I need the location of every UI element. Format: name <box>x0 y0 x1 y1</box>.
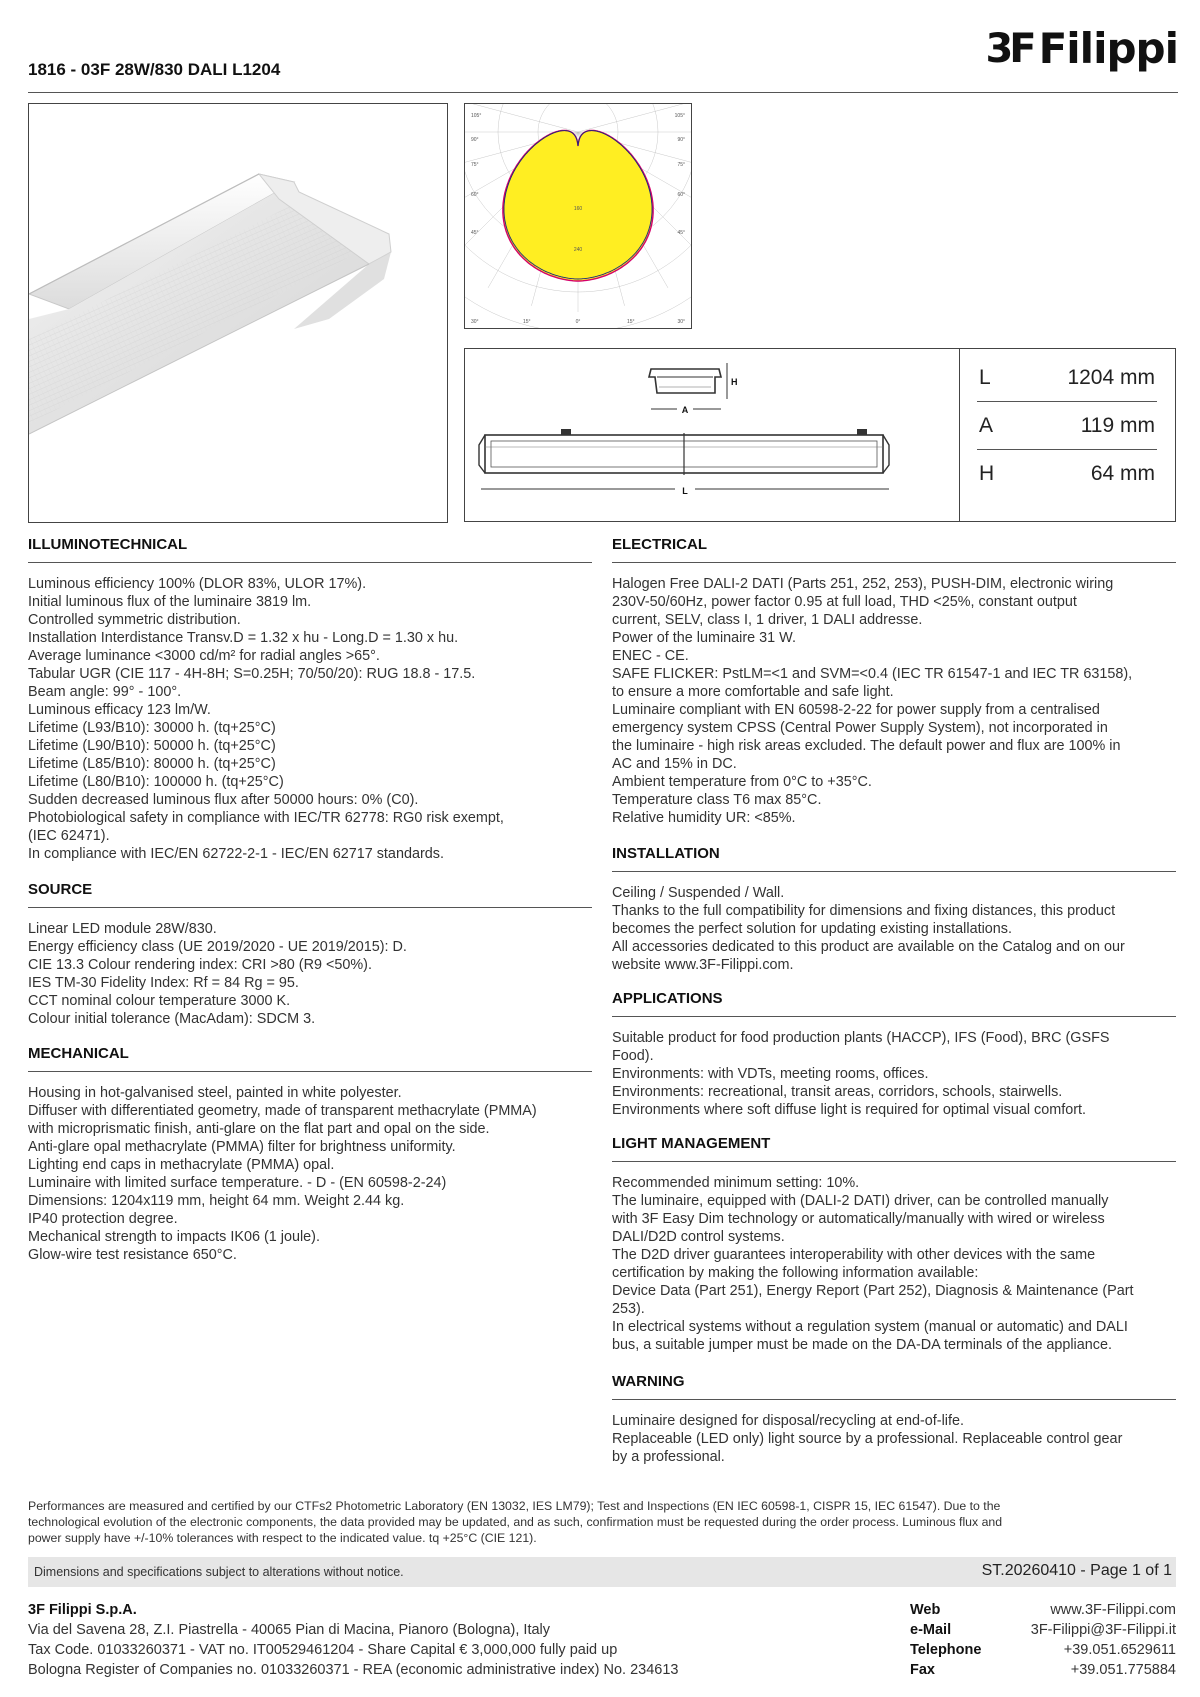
section-body <box>612 1174 1176 1354</box>
spec-line: Colour initial tolerance (MacAdam): SDCM 3. <box>28 1011 316 1027</box>
contact-fax <box>910 1660 1176 1680</box>
spec-line: SAFE FLICKER: PstLM=<1 and SVM=<0.4 (IEC TR 61547-1 and IEC TR 63158), <box>612 666 1133 682</box>
telephone-number: +39.051.6529611 <box>1063 1642 1176 1658</box>
section-illuminotechnical <box>28 536 592 863</box>
spec-line: to ensure a more comfortable and safe light. <box>612 684 894 700</box>
spec-line: IP40 protection degree. <box>28 1211 178 1227</box>
spec-line: Glow-wire test resistance 650°C. <box>28 1247 237 1263</box>
dimension-value: 119 mm <box>1080 413 1155 437</box>
contact-info <box>910 1600 1176 1680</box>
spec-line: The D2D driver guarantees interoperability with other devices with the same <box>612 1247 1096 1263</box>
section-mechanical <box>28 1045 592 1264</box>
spec-line: All accessories dedicated to this product are available on the Catalog and on our <box>612 939 1125 955</box>
spec-line: Luminaire designed for disposal/recycling at end-of-life. <box>612 1413 964 1429</box>
spec-line: Anti-glare opal methacrylate (PMMA) filter for brightness uniformity. <box>28 1139 456 1155</box>
spec-line: Linear LED module 28W/830. <box>28 921 217 937</box>
section-title: MECHANICAL <box>28 1045 592 1072</box>
contact-label: Fax <box>910 1662 935 1678</box>
document-reference: ST.20260410 - Page 1 of 1 <box>981 1562 1172 1579</box>
spec-line: Recommended minimum setting: 10%. <box>612 1175 860 1191</box>
performance-footnote <box>28 1498 1176 1546</box>
spec-line: CCT nominal colour temperature 3000 K. <box>28 993 291 1009</box>
spec-line: Luminaire compliant with EN 60598-2-22 for power supply from a centralised <box>612 702 1100 718</box>
dimension-drawing <box>465 349 959 521</box>
section-light-management <box>612 1135 1176 1354</box>
spec-line: The luminaire, equipped with (DALI-2 DATI) driver, can be controlled manually <box>612 1193 1109 1209</box>
angle-label-left: 60° <box>471 192 479 198</box>
spec-line: Environments: with VDTs, meeting rooms, offices. <box>612 1066 929 1082</box>
dimensions-separator <box>959 349 960 521</box>
angle-label-bottom: 30° <box>677 319 685 325</box>
dim-label-a: A <box>681 405 689 415</box>
company-name: 3F Filippi S.p.A. <box>28 1602 137 1618</box>
dimension-key: A <box>979 413 994 437</box>
spec-line: CIE 13.3 Colour rendering index: CRI >80 (R9 <50%). <box>28 957 372 973</box>
angle-label-bottom: 15° <box>627 319 635 325</box>
section-title: ILLUMINOTECHNICAL <box>28 536 592 563</box>
section-body <box>612 884 1176 974</box>
angle-label-left: 90° <box>471 137 479 143</box>
spec-line: In compliance with IEC/EN 62722-2-1 - IEC/EN 62717 standards. <box>28 846 444 862</box>
section-title: INSTALLATION <box>612 845 1176 872</box>
angle-label-left: 75° <box>471 162 479 168</box>
angle-label-right: 90° <box>677 137 685 143</box>
section-source <box>28 881 592 1028</box>
section-electrical <box>612 536 1176 827</box>
spec-line: current, SELV, class I, 1 driver, 1 DALI addresse. <box>612 612 923 628</box>
logo-mark: 3F <box>985 25 1033 72</box>
polar-chart <box>465 104 691 328</box>
header-divider <box>28 92 1178 93</box>
section-applications <box>612 990 1176 1119</box>
spec-line: Device Data (Part 251), Energy Report (Part 252), Diagnosis & Maintenance (Part <box>612 1283 1134 1299</box>
angle-label-bottom: 15° <box>523 319 531 325</box>
spec-line: Lifetime (L93/B10): 30000 h. (tq+25°C) <box>28 720 276 736</box>
section-title: ELECTRICAL <box>612 536 1176 563</box>
dim-label-l: L <box>682 486 688 496</box>
spec-line: Lifetime (L85/B10): 80000 h. (tq+25°C) <box>28 756 276 772</box>
product-title: 1816 - 03F 28W/830 DALI L1204 <box>28 60 281 79</box>
angle-label-right: 75° <box>677 162 685 168</box>
brand-logo <box>985 24 1178 73</box>
dimension-key: H <box>979 462 995 485</box>
spec-line: In electrical systems without a regulation system (manual or automatic) and DALI <box>612 1319 1128 1335</box>
dimension-row-width <box>977 402 1157 450</box>
spec-line: 253). <box>612 1301 645 1317</box>
dimension-value: 1204 mm <box>1067 365 1155 389</box>
section-body <box>612 1029 1176 1119</box>
company-info <box>28 1600 728 1680</box>
spec-line: Suitable product for food production plants (HACCP), IFS (Food), BRC (GSFS <box>612 1030 1110 1046</box>
spec-line: website www.3F-Filippi.com. <box>612 957 794 973</box>
section-body <box>612 575 1176 827</box>
section-title: WARNING <box>612 1373 1176 1400</box>
company-address: Via del Savena 28, Z.I. Piastrella - 40065 Pian di Macina, Pianoro (Bologna), Italy <box>28 1622 551 1638</box>
spec-line: Energy efficiency class (UE 2019/2020 - UE 2019/2015): D. <box>28 939 407 955</box>
contact-label: Web <box>910 1602 941 1618</box>
spec-line: Sudden decreased luminous flux after 50000 hours: 0% (C0). <box>28 792 419 808</box>
contact-telephone <box>910 1640 1176 1660</box>
footnote-line: technological evolution of the electronic components, the data provided may be updated, and as such, confirmation must be requested during the order process. Luminous flux and <box>28 1515 1003 1529</box>
ring-label: 240 <box>573 247 583 253</box>
section-title: LIGHT MANAGEMENT <box>612 1135 1176 1162</box>
section-title: SOURCE <box>28 881 592 908</box>
spec-line: Luminaire with limited surface temperature. - D - (EN 60598-2-24) <box>28 1175 447 1191</box>
spec-line: with 3F Easy Dim technology or automatically/manually with wired or wireless <box>612 1211 1105 1227</box>
spec-line: certification by making the following information available: <box>612 1265 979 1281</box>
section-body <box>28 920 592 1028</box>
spec-line: Housing in hot-galvanised steel, painted in white polyester. <box>28 1085 402 1101</box>
section-body <box>612 1412 1176 1466</box>
logo-text: Filippi <box>1038 24 1178 73</box>
spec-line: Initial luminous flux of the luminaire 3819 lm. <box>28 594 312 610</box>
angle-label-left: 45° <box>471 230 479 236</box>
spec-line: the luminaire - high risk areas excluded. The default power and flux are 100% in <box>612 738 1121 754</box>
angle-label-right: 60° <box>677 192 685 198</box>
spec-line: Tabular UGR (CIE 117 - 4H-8H; S=0.25H; 70/50/20): RUG 18.8 - 17.5. <box>28 666 476 682</box>
spec-line: Power of the luminaire 31 W. <box>612 630 796 646</box>
footnote-line: power supply have +/-10% tolerances with respect to the indicated value. tq +25°C (CIE 121). <box>28 1531 537 1545</box>
spec-line: Luminous efficacy 123 lm/W. <box>28 702 211 718</box>
polar-diagram <box>464 103 692 329</box>
product-photo <box>28 103 448 523</box>
polar-gridline <box>465 104 578 132</box>
company-register: Bologna Register of Companies no. 01033260371 - REA (economic administrative index) No. 234613 <box>28 1662 679 1678</box>
spec-line: Beam angle: 99° - 100°. <box>28 684 182 700</box>
spec-line: DALI/D2D control systems. <box>612 1229 785 1245</box>
spec-line: Lighting end caps in methacrylate (PMMA) opal. <box>28 1157 335 1173</box>
angle-label-bottom: 30° <box>471 319 479 325</box>
spec-line: Installation Interdistance Transv.D = 1.32 x hu - Long.D = 1.30 x hu. <box>28 630 459 646</box>
spec-line: Replaceable (LED only) light source by a professional. Replaceable control gear <box>612 1431 1123 1447</box>
dimension-row-height <box>977 450 1157 498</box>
contact-label: e-Mail <box>910 1622 952 1638</box>
spec-line: Average luminance <3000 cd/m² for radial angles >65°. <box>28 648 380 664</box>
spec-line: Diffuser with differentiated geometry, made of transparent methacrylate (PMMA) <box>28 1103 537 1119</box>
spec-line: Temperature class T6 max 85°C. <box>612 792 822 808</box>
email-link[interactable]: 3F-Filippi@3F-Filippi.it <box>1030 1622 1176 1638</box>
spec-line: Luminous efficiency 100% (DLOR 83%, ULOR 17%). <box>28 576 367 592</box>
section-warning <box>612 1373 1176 1466</box>
spec-line: Dimensions: 1204x119 mm, height 64 mm. Weight 2.44 kg. <box>28 1193 405 1209</box>
angle-label-bottom: 0° <box>575 319 581 325</box>
angle-label-left: 105° <box>471 113 482 119</box>
spec-line: Halogen Free DALI-2 DATI (Parts 251, 252, 253), PUSH-DIM, electronic wiring <box>612 576 1114 592</box>
spec-line: bus, a suitable jumper must be made on the DA-DA terminals of the appliance. <box>612 1337 1112 1353</box>
spec-line: with microprismatic finish, anti-glare on the flat part and opal on the side. <box>28 1121 490 1137</box>
spec-line: (IEC 62471). <box>28 828 110 844</box>
spec-line: Thanks to the full compatibility for dimensions and fixing distances, this product <box>612 903 1116 919</box>
contact-label: Telephone <box>910 1642 982 1658</box>
dimensions-panel <box>464 348 1176 522</box>
spec-line: AC and 15% in DC. <box>612 756 737 772</box>
spec-line: Lifetime (L80/B10): 100000 h. (tq+25°C) <box>28 774 284 790</box>
dimension-row-length <box>977 354 1157 402</box>
fax-number: +39.051.775884 <box>1070 1662 1176 1678</box>
dimensions-table <box>977 349 1157 498</box>
spec-line: Food). <box>612 1048 654 1064</box>
company-tax-info: Tax Code. 01033260371 - VAT no. IT00529461204 - Share Capital € 3,000,000 fully paid up <box>28 1642 618 1658</box>
spec-line: emergency system CPSS (Central Power Supply System), not incorporated in <box>612 720 1108 736</box>
spec-line: ENEC - CE. <box>612 648 689 664</box>
spec-line: Photobiological safety in compliance with IEC/TR 62778: RG0 risk exempt, <box>28 810 504 826</box>
luminaire-image <box>29 104 448 523</box>
contact-web <box>910 1600 1176 1620</box>
spec-line: Controlled symmetric distribution. <box>28 612 241 628</box>
contact-email <box>910 1620 1176 1640</box>
spec-line: Ceiling / Suspended / Wall. <box>612 885 785 901</box>
dim-label-h: H <box>731 377 738 387</box>
notice-bar <box>28 1557 1176 1587</box>
spec-line: Environments where soft diffuse light is required for optimal visual comfort. <box>612 1102 1087 1118</box>
footnote-line: Performances are measured and certified by our CTFs2 Photometric Laboratory (EN 13032, IES LM79); Test and Inspections (EN IEC 60598-1, CISPR 15, IEC 61547). Due to the <box>28 1499 1001 1513</box>
spec-line: Lifetime (L90/B10): 50000 h. (tq+25°C) <box>28 738 276 754</box>
spec-line: IES TM-30 Fidelity Index: Rf = 84 Rg = 95. <box>28 975 299 991</box>
section-body <box>28 575 592 863</box>
section-installation <box>612 845 1176 974</box>
section-title: APPLICATIONS <box>612 990 1176 1017</box>
angle-label-right: 105° <box>674 113 685 119</box>
dimension-key: L <box>979 365 991 389</box>
spec-line: 230V-50/60Hz, power factor 0.95 at full load, THD <25%, constant output <box>612 594 1077 610</box>
ring-label: 160 <box>573 206 583 212</box>
section-body <box>28 1084 592 1264</box>
spec-line: by a professional. <box>612 1449 725 1465</box>
spec-line: Mechanical strength to impacts IK06 (1 joule). <box>28 1229 320 1245</box>
alteration-notice: Dimensions and specifications subject to alterations without notice. <box>34 1565 404 1579</box>
angle-label-right: 45° <box>677 230 685 236</box>
dimension-value: 64 mm <box>1090 462 1155 485</box>
website-link[interactable]: www.3F-Filippi.com <box>1050 1602 1176 1618</box>
spec-line: Relative humidity UR: <85%. <box>612 810 796 826</box>
spec-line: becomes the perfect solution for updating existing installations. <box>612 921 1012 937</box>
spec-line: Environments: recreational, transit areas, corridors, schools, stairwells. <box>612 1084 1063 1100</box>
spec-line: Ambient temperature from 0°C to +35°C. <box>612 774 872 790</box>
